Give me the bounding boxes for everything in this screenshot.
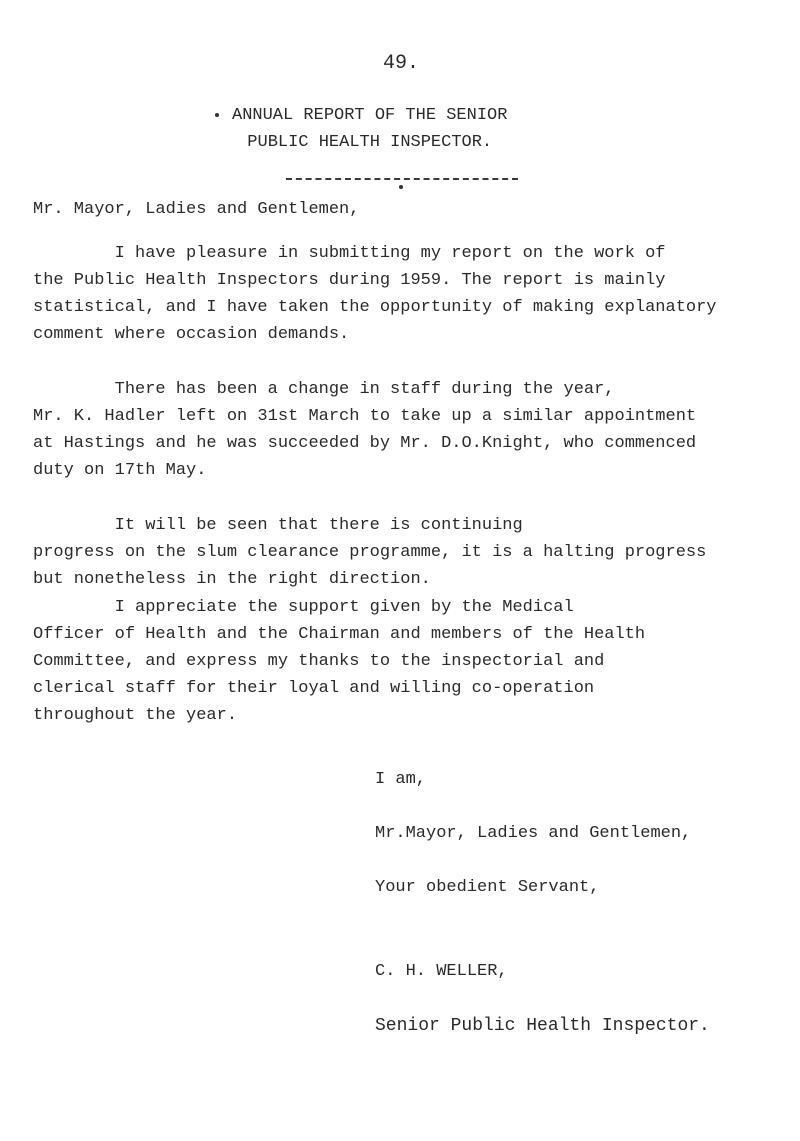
closing-i-am: I am, bbox=[375, 770, 427, 789]
report-title bbox=[232, 102, 507, 156]
paragraph-staff: There has been a change in staff during the year, Mr. K. Hadler left on 31st March to take up a similar appointment at Hastings and he was succeeded by Mr. D.O.Knight, who commenced duty on 17th May. bbox=[33, 380, 697, 480]
rule-dot-mark bbox=[399, 185, 403, 189]
salutation: Mr. Mayor, Ladies and Gentlemen, bbox=[33, 200, 360, 219]
bullet-mark bbox=[215, 113, 219, 117]
paragraph-intro: I have pleasure in submitting my report on the work of the Public Health Inspectors during 1959. The report is mainly statistical, and I have taken the opportunity of making explanatory comment where occasion demands. bbox=[33, 244, 717, 344]
signature-name: C. H. WELLER, bbox=[375, 962, 508, 981]
title-line-2: PUBLIC HEALTH INSPECTOR. bbox=[247, 133, 493, 152]
paragraph-thanks: I appreciate the support given by the Medical Officer of Health and the Chairman and members of the Health Committee, and express my thanks to the inspectorial and clerical staff for their loyal and willing co-operation throughout the year. bbox=[33, 598, 646, 725]
signature-title: Senior Public Health Inspector. bbox=[375, 1016, 710, 1036]
paragraph-slum-clearance: It will be seen that there is continuing progress on the slum clearance programme, it is a halting progress but nonetheless in the right direction. bbox=[33, 516, 707, 589]
closing-address: Mr.Mayor, Ladies and Gentlemen, bbox=[375, 824, 692, 843]
page-number: 49. bbox=[383, 52, 420, 75]
title-line-1: ANNUAL REPORT OF THE SENIOR bbox=[232, 106, 508, 125]
closing-servant: Your obedient Servant, bbox=[375, 878, 600, 897]
title-underline bbox=[286, 178, 518, 180]
